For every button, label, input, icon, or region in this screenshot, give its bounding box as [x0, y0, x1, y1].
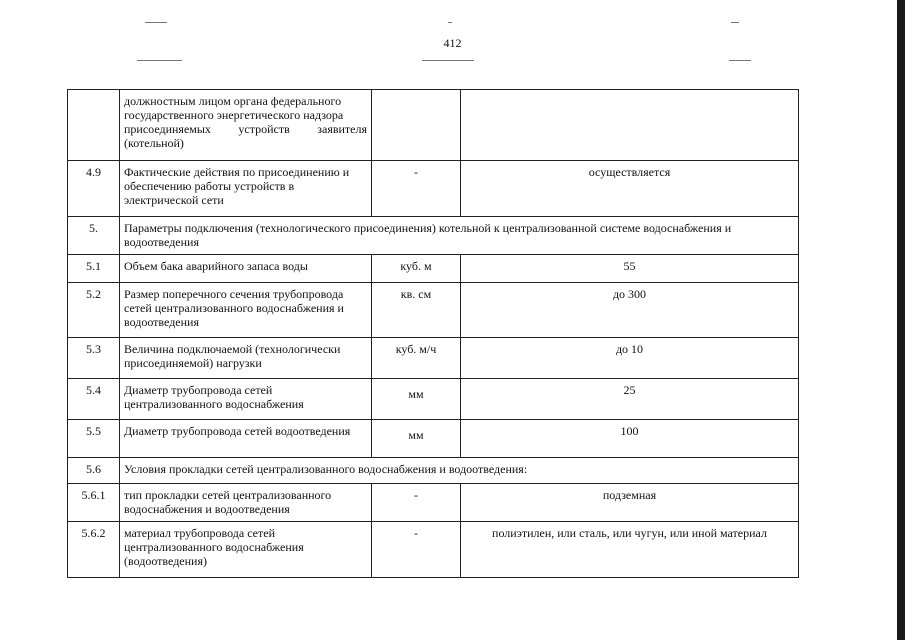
row-number: 5.: [68, 217, 120, 255]
row-name-line: должностным лицом органа федерального: [124, 94, 342, 108]
row-number: 4.9: [68, 161, 120, 217]
row-unit: куб. м: [372, 255, 461, 283]
row-number: 5.1: [68, 255, 120, 283]
row-name: Размер поперечного сечения трубопровода сетей централизованного водоснабжения и водоотведения: [120, 283, 372, 338]
scan-artifact: [145, 22, 167, 23]
row-name: Диаметр трубопровода сетей водоотведения: [120, 420, 372, 458]
scan-artifact: [448, 22, 452, 23]
row-name: [120, 90, 372, 161]
row-number: [68, 90, 120, 161]
row-name: Фактические действия по присоединению и обеспечению работы устройств в электрической сети: [120, 161, 372, 217]
row-unit: -: [372, 161, 461, 217]
scan-artifact: [731, 22, 739, 23]
table-row: [68, 161, 799, 217]
scan-artifact: [137, 60, 182, 61]
row-number: 5.2: [68, 283, 120, 338]
row-unit: кв. см: [372, 283, 461, 338]
row-value: до 300: [461, 283, 799, 338]
row-value: 25: [461, 379, 799, 420]
section-title: Условия прокладки сетей централизованного водоснабжения и водоотведения:: [120, 458, 799, 484]
row-value: полиэтилен, или сталь, или чугун, или иной материал: [461, 522, 799, 578]
row-unit: -: [372, 522, 461, 578]
requirements-table: [67, 89, 799, 578]
table-row: [68, 338, 799, 379]
section-row: [68, 217, 799, 255]
row-value: 100: [461, 420, 799, 458]
section-title: Параметры подключения (технологического присоединения) котельной к централизованной системе водоснабжения и водоотведения: [120, 217, 799, 255]
section-row: [68, 458, 799, 484]
scan-edge-bar: [897, 0, 905, 640]
row-number: 5.6.1: [68, 484, 120, 522]
row-value: [461, 90, 799, 161]
row-number: 5.4: [68, 379, 120, 420]
row-unit: мм: [372, 420, 461, 458]
row-value: до 10: [461, 338, 799, 379]
row-name-line: государственного энергетического надзора: [124, 108, 344, 122]
row-unit: куб. м/ч: [372, 338, 461, 379]
row-name: материал трубопровода сетей централизованного водоснабжения (водоотведения): [120, 522, 372, 578]
row-number: 5.3: [68, 338, 120, 379]
row-value: подземная: [461, 484, 799, 522]
table-row: [68, 420, 799, 458]
row-name: тип прокладки сетей централизованного водоснабжения и водоотведения: [120, 484, 372, 522]
row-number: 5.6.2: [68, 522, 120, 578]
row-unit: мм: [372, 379, 461, 420]
row-unit: [372, 90, 461, 161]
table-row: [68, 90, 799, 161]
row-unit: -: [372, 484, 461, 522]
table-row: [68, 522, 799, 578]
table-row: [68, 484, 799, 522]
row-name-line: присоединяемых устройств заявителя: [124, 122, 367, 136]
row-value: 55: [461, 255, 799, 283]
table-row: [68, 283, 799, 338]
row-name: Объем бака аварийного запаса воды: [120, 255, 372, 283]
row-number: 5.5: [68, 420, 120, 458]
table-row: [68, 379, 799, 420]
row-value: осуществляется: [461, 161, 799, 217]
row-name: Величина подключаемой (технологически присоединяемой) нагрузки: [120, 338, 372, 379]
row-number: 5.6: [68, 458, 120, 484]
page-number: 412: [443, 36, 462, 50]
table-row: [68, 255, 799, 283]
scan-artifact: [422, 60, 474, 61]
scan-artifact: [729, 60, 751, 61]
row-name: Диаметр трубопровода сетей централизованного водоснабжения: [120, 379, 372, 420]
row-name-line: (котельной): [124, 136, 184, 150]
